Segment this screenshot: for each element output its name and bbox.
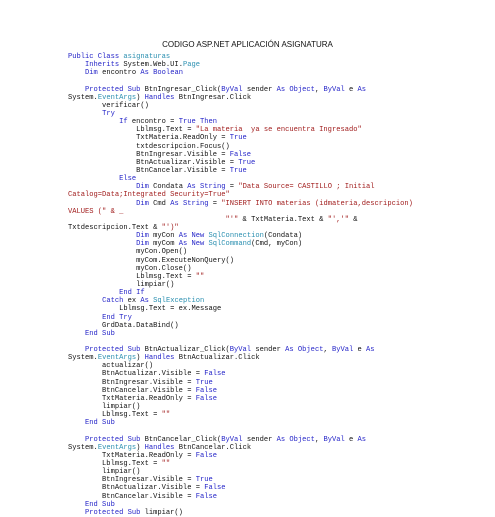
code-token: Page bbox=[182, 61, 200, 70]
code-line bbox=[68, 468, 468, 476]
code-line bbox=[68, 110, 468, 118]
code-token: BtnActualizar_Click( bbox=[140, 346, 230, 355]
code-token: EventArgs bbox=[97, 354, 137, 363]
code-token: encontro bbox=[97, 69, 141, 78]
code-token: BtnCancelar.Visible = bbox=[68, 492, 196, 501]
code-token bbox=[68, 314, 102, 322]
code-token: As bbox=[357, 85, 367, 94]
code-line bbox=[68, 69, 468, 77]
code-line bbox=[68, 289, 468, 297]
code-line bbox=[68, 208, 468, 216]
code-token bbox=[68, 436, 85, 444]
code-line bbox=[68, 501, 468, 509]
code-line bbox=[68, 452, 468, 460]
code-line bbox=[68, 77, 468, 85]
code-token: limpiar() bbox=[68, 403, 141, 412]
code-token: BtnActualizar.Visible = bbox=[68, 370, 205, 379]
code-token: False bbox=[195, 386, 218, 395]
code-line bbox=[68, 509, 468, 517]
code-token: ByVal bbox=[331, 346, 354, 355]
code-token: System. bbox=[68, 354, 98, 363]
code-token: End Try bbox=[102, 313, 132, 322]
code-token: sender bbox=[251, 346, 286, 355]
code-token: System.Web.UI. bbox=[119, 61, 183, 70]
code-token: Public Class bbox=[68, 53, 124, 61]
code-line bbox=[68, 224, 468, 232]
code-token: myCon bbox=[148, 232, 179, 241]
code-line bbox=[68, 257, 468, 265]
code-line bbox=[68, 484, 468, 492]
code-line bbox=[68, 330, 468, 338]
code-token: False bbox=[204, 484, 226, 493]
code-token: BtnCancelar.Visible = bbox=[68, 386, 196, 395]
code-token: Lblmsg.Text = bbox=[68, 272, 196, 281]
code-token: As bbox=[357, 435, 367, 444]
code-line bbox=[68, 265, 468, 273]
code-token bbox=[68, 118, 119, 126]
code-token: GrdData.DataBind() bbox=[68, 321, 179, 330]
code-token: BtnCancelar_Click( bbox=[140, 435, 222, 444]
code-token: BtnIngresar.Visible = bbox=[68, 150, 230, 159]
code-token: Handles bbox=[144, 354, 175, 363]
code-token: "" bbox=[161, 411, 171, 420]
code-token: ByVal bbox=[229, 346, 252, 355]
code-token: Lblmsg.Text = bbox=[68, 411, 162, 420]
code-line bbox=[68, 183, 468, 191]
code-token bbox=[68, 346, 85, 354]
code-line bbox=[68, 444, 468, 452]
code-token: End Sub bbox=[85, 329, 115, 338]
code-token: End If bbox=[119, 289, 145, 298]
code-token: "'" bbox=[225, 215, 239, 224]
code-token bbox=[68, 232, 136, 240]
document-title: CODIGO ASP.NET APLICACIÓN ASIGNATURA bbox=[162, 40, 333, 49]
code-token bbox=[68, 501, 85, 509]
code-token: BtnActualizar.Click bbox=[174, 354, 260, 363]
code-token: & bbox=[349, 215, 358, 224]
code-token: verificar() bbox=[68, 101, 149, 110]
code-token: ByVal bbox=[323, 85, 345, 94]
code-token: As Object bbox=[285, 346, 324, 355]
code-line bbox=[68, 411, 468, 419]
code-line bbox=[68, 118, 468, 126]
code-line bbox=[68, 134, 468, 142]
code-token: Lblmsg.Text = bbox=[68, 126, 196, 135]
code-token bbox=[68, 297, 102, 305]
code-token bbox=[68, 240, 136, 248]
code-line bbox=[68, 94, 468, 102]
code-token: sender bbox=[242, 85, 277, 94]
code-token: ByVal bbox=[221, 435, 243, 444]
code-token: Try bbox=[102, 109, 115, 118]
code-token bbox=[68, 110, 102, 118]
code-token: ) bbox=[136, 93, 145, 102]
code-line bbox=[68, 167, 468, 175]
code-token: False bbox=[195, 394, 218, 403]
code-token: Protected Sub bbox=[85, 346, 141, 355]
code-line bbox=[68, 53, 468, 61]
code-token: As New bbox=[178, 232, 205, 241]
code-token: e bbox=[353, 346, 367, 355]
code-token: Txtdescripcion.Text & bbox=[68, 223, 162, 232]
code-line bbox=[68, 143, 468, 151]
code-token: BtnCancelar.Click bbox=[174, 443, 252, 452]
code-token: End Sub bbox=[85, 500, 115, 509]
code-token: As String bbox=[187, 183, 226, 192]
code-token: TxtMateria.ReadOnly = bbox=[68, 451, 196, 460]
code-token: "Data Source= CASTILLO ; Initial bbox=[238, 183, 375, 192]
code-token: Lblmsg.Text = ex.Message bbox=[68, 305, 222, 314]
code-token: As Object bbox=[276, 85, 315, 94]
code-token: asignaturas bbox=[123, 53, 171, 61]
code-token: True Then bbox=[178, 118, 218, 127]
code-token: As String bbox=[170, 199, 209, 208]
code-token bbox=[68, 183, 136, 191]
code-token: limpiar() bbox=[68, 280, 175, 289]
code-token: myCom bbox=[148, 240, 179, 249]
code-line bbox=[68, 175, 468, 183]
code-token: "INSERT INTO materias (idmateria,descripcion) bbox=[221, 199, 413, 208]
code-line bbox=[68, 346, 468, 354]
code-line bbox=[68, 379, 468, 387]
code-line bbox=[68, 395, 468, 403]
code-token bbox=[68, 200, 136, 208]
code-token: BtnIngresar.Click bbox=[174, 93, 252, 102]
code-line bbox=[68, 232, 468, 240]
code-line bbox=[68, 436, 468, 444]
code-token: EventArgs bbox=[97, 443, 137, 452]
code-line bbox=[68, 159, 468, 167]
code-token: TxtMateria.ReadOnly = bbox=[68, 394, 196, 403]
code-token: True bbox=[229, 134, 247, 143]
code-token: & TxtMateria.Text & bbox=[238, 215, 328, 224]
code-line bbox=[68, 403, 468, 411]
code-token: As bbox=[366, 346, 375, 355]
code-line bbox=[68, 102, 468, 110]
code-token: Dim bbox=[136, 183, 149, 192]
code-token: EventArgs bbox=[97, 93, 137, 102]
code-token: SqlCommand bbox=[208, 240, 252, 249]
code-line bbox=[68, 322, 468, 330]
code-token: Cmd bbox=[148, 199, 171, 208]
code-token: System. bbox=[68, 93, 98, 102]
code-line bbox=[68, 151, 468, 159]
code-token: Protected Sub bbox=[85, 435, 141, 444]
code-token: myCon.Close() bbox=[68, 264, 192, 273]
code-line bbox=[68, 86, 468, 94]
code-line bbox=[68, 126, 468, 134]
code-line bbox=[68, 200, 468, 208]
code-token: False bbox=[229, 150, 252, 159]
code-token: "" bbox=[161, 460, 171, 469]
code-token: limpiar() bbox=[140, 508, 183, 517]
code-token bbox=[68, 330, 85, 338]
code-token: encontro = bbox=[127, 118, 179, 127]
code-token: True bbox=[195, 476, 213, 485]
code-token: , bbox=[314, 85, 324, 94]
code-token bbox=[68, 216, 226, 224]
code-line bbox=[68, 427, 468, 435]
code-token: sender bbox=[242, 435, 277, 444]
code-token: Catch bbox=[102, 297, 124, 306]
code-token bbox=[68, 289, 119, 297]
code-token: If bbox=[119, 118, 128, 127]
code-token: , bbox=[323, 346, 332, 355]
code-line bbox=[68, 314, 468, 322]
code-line bbox=[68, 493, 468, 501]
code-line bbox=[68, 240, 468, 248]
code-token: Condata bbox=[148, 183, 188, 192]
code-token: BtnActualizar.Visible = bbox=[68, 484, 205, 493]
code-token: Catalog=Data;Integrated Security=True" bbox=[68, 191, 230, 200]
code-token: "')" bbox=[161, 223, 179, 232]
code-line bbox=[68, 419, 468, 427]
code-line bbox=[68, 387, 468, 395]
code-token: Dim bbox=[136, 199, 149, 208]
code-line bbox=[68, 297, 468, 305]
code-token: True bbox=[195, 378, 213, 387]
code-token: True bbox=[238, 158, 256, 167]
code-line bbox=[68, 281, 468, 289]
code-token: "','" bbox=[327, 215, 349, 224]
code-listing bbox=[68, 53, 468, 517]
code-token: ex bbox=[123, 297, 141, 306]
code-line bbox=[68, 248, 468, 256]
code-token: BtnActualizar.Visible = bbox=[68, 158, 239, 167]
code-line bbox=[68, 460, 468, 468]
code-token: SqlException bbox=[153, 297, 205, 306]
code-token: VALUES (" & _ bbox=[68, 207, 124, 216]
code-token: SqlConnection bbox=[208, 232, 264, 241]
code-line bbox=[68, 338, 468, 346]
code-token: False bbox=[195, 492, 218, 501]
code-token: As Object bbox=[276, 435, 315, 444]
code-token: BtnCancelar.Visible = bbox=[68, 166, 230, 175]
code-line bbox=[68, 476, 468, 484]
code-token: System. bbox=[68, 443, 98, 452]
code-token: Else bbox=[119, 175, 137, 184]
code-token bbox=[68, 509, 85, 517]
code-token: "" bbox=[195, 272, 205, 281]
code-line bbox=[68, 362, 468, 370]
code-token bbox=[68, 61, 85, 69]
code-line bbox=[68, 61, 468, 69]
code-token: Handles bbox=[144, 443, 175, 452]
code-token: e bbox=[344, 435, 358, 444]
code-token: BtnIngresar.Visible = bbox=[68, 476, 196, 485]
code-line bbox=[68, 354, 468, 362]
code-token: As New bbox=[178, 240, 205, 249]
code-token: actualizar() bbox=[68, 362, 154, 371]
code-token: False bbox=[204, 370, 226, 379]
code-token bbox=[68, 175, 119, 183]
code-token: , bbox=[314, 435, 324, 444]
code-token: Dim bbox=[136, 232, 149, 241]
code-token bbox=[68, 86, 85, 94]
code-token: BtnIngresar_Click( bbox=[140, 85, 222, 94]
code-token: = bbox=[208, 199, 222, 208]
code-token bbox=[68, 69, 85, 77]
code-token: "La materia ya se encuentra Ingresado" bbox=[195, 126, 362, 135]
code-token: Protected Sub bbox=[85, 85, 141, 94]
code-token: Handles bbox=[144, 93, 175, 102]
code-token: False bbox=[195, 451, 218, 460]
code-token: e bbox=[344, 85, 358, 94]
code-token: txtdescripcion.Focus() bbox=[68, 142, 230, 151]
code-token: As bbox=[140, 297, 149, 306]
code-token: ByVal bbox=[323, 435, 345, 444]
code-token: As Boolean bbox=[140, 69, 183, 78]
code-token: True bbox=[229, 166, 247, 175]
code-token: limpiar() bbox=[68, 468, 141, 477]
code-token: = bbox=[225, 183, 239, 192]
code-token: End Sub bbox=[85, 419, 115, 428]
code-line bbox=[68, 273, 468, 281]
code-token: Dim bbox=[136, 240, 149, 249]
code-token: Lblmsg.Text = bbox=[68, 460, 162, 469]
code-token: ByVal bbox=[221, 85, 243, 94]
code-line bbox=[68, 305, 468, 313]
code-token: myCon.Open() bbox=[68, 248, 188, 257]
code-token: TxtMateria.ReadOnly = bbox=[68, 134, 230, 143]
code-token: BtnIngresar.Visible = bbox=[68, 378, 196, 387]
code-token: myCom.ExecuteNonQuery() bbox=[68, 256, 235, 265]
code-token: (Cmd, myCon) bbox=[251, 240, 303, 249]
code-token bbox=[68, 419, 85, 427]
code-token: Protected Sub bbox=[85, 508, 141, 517]
code-line bbox=[68, 191, 468, 199]
code-token: Inherits bbox=[85, 61, 120, 70]
code-token: Dim bbox=[85, 69, 98, 78]
code-token: (Condata) bbox=[263, 232, 303, 241]
code-line bbox=[68, 370, 468, 378]
code-token: ) bbox=[136, 354, 145, 363]
code-line bbox=[68, 216, 468, 224]
code-token: ) bbox=[136, 443, 145, 452]
